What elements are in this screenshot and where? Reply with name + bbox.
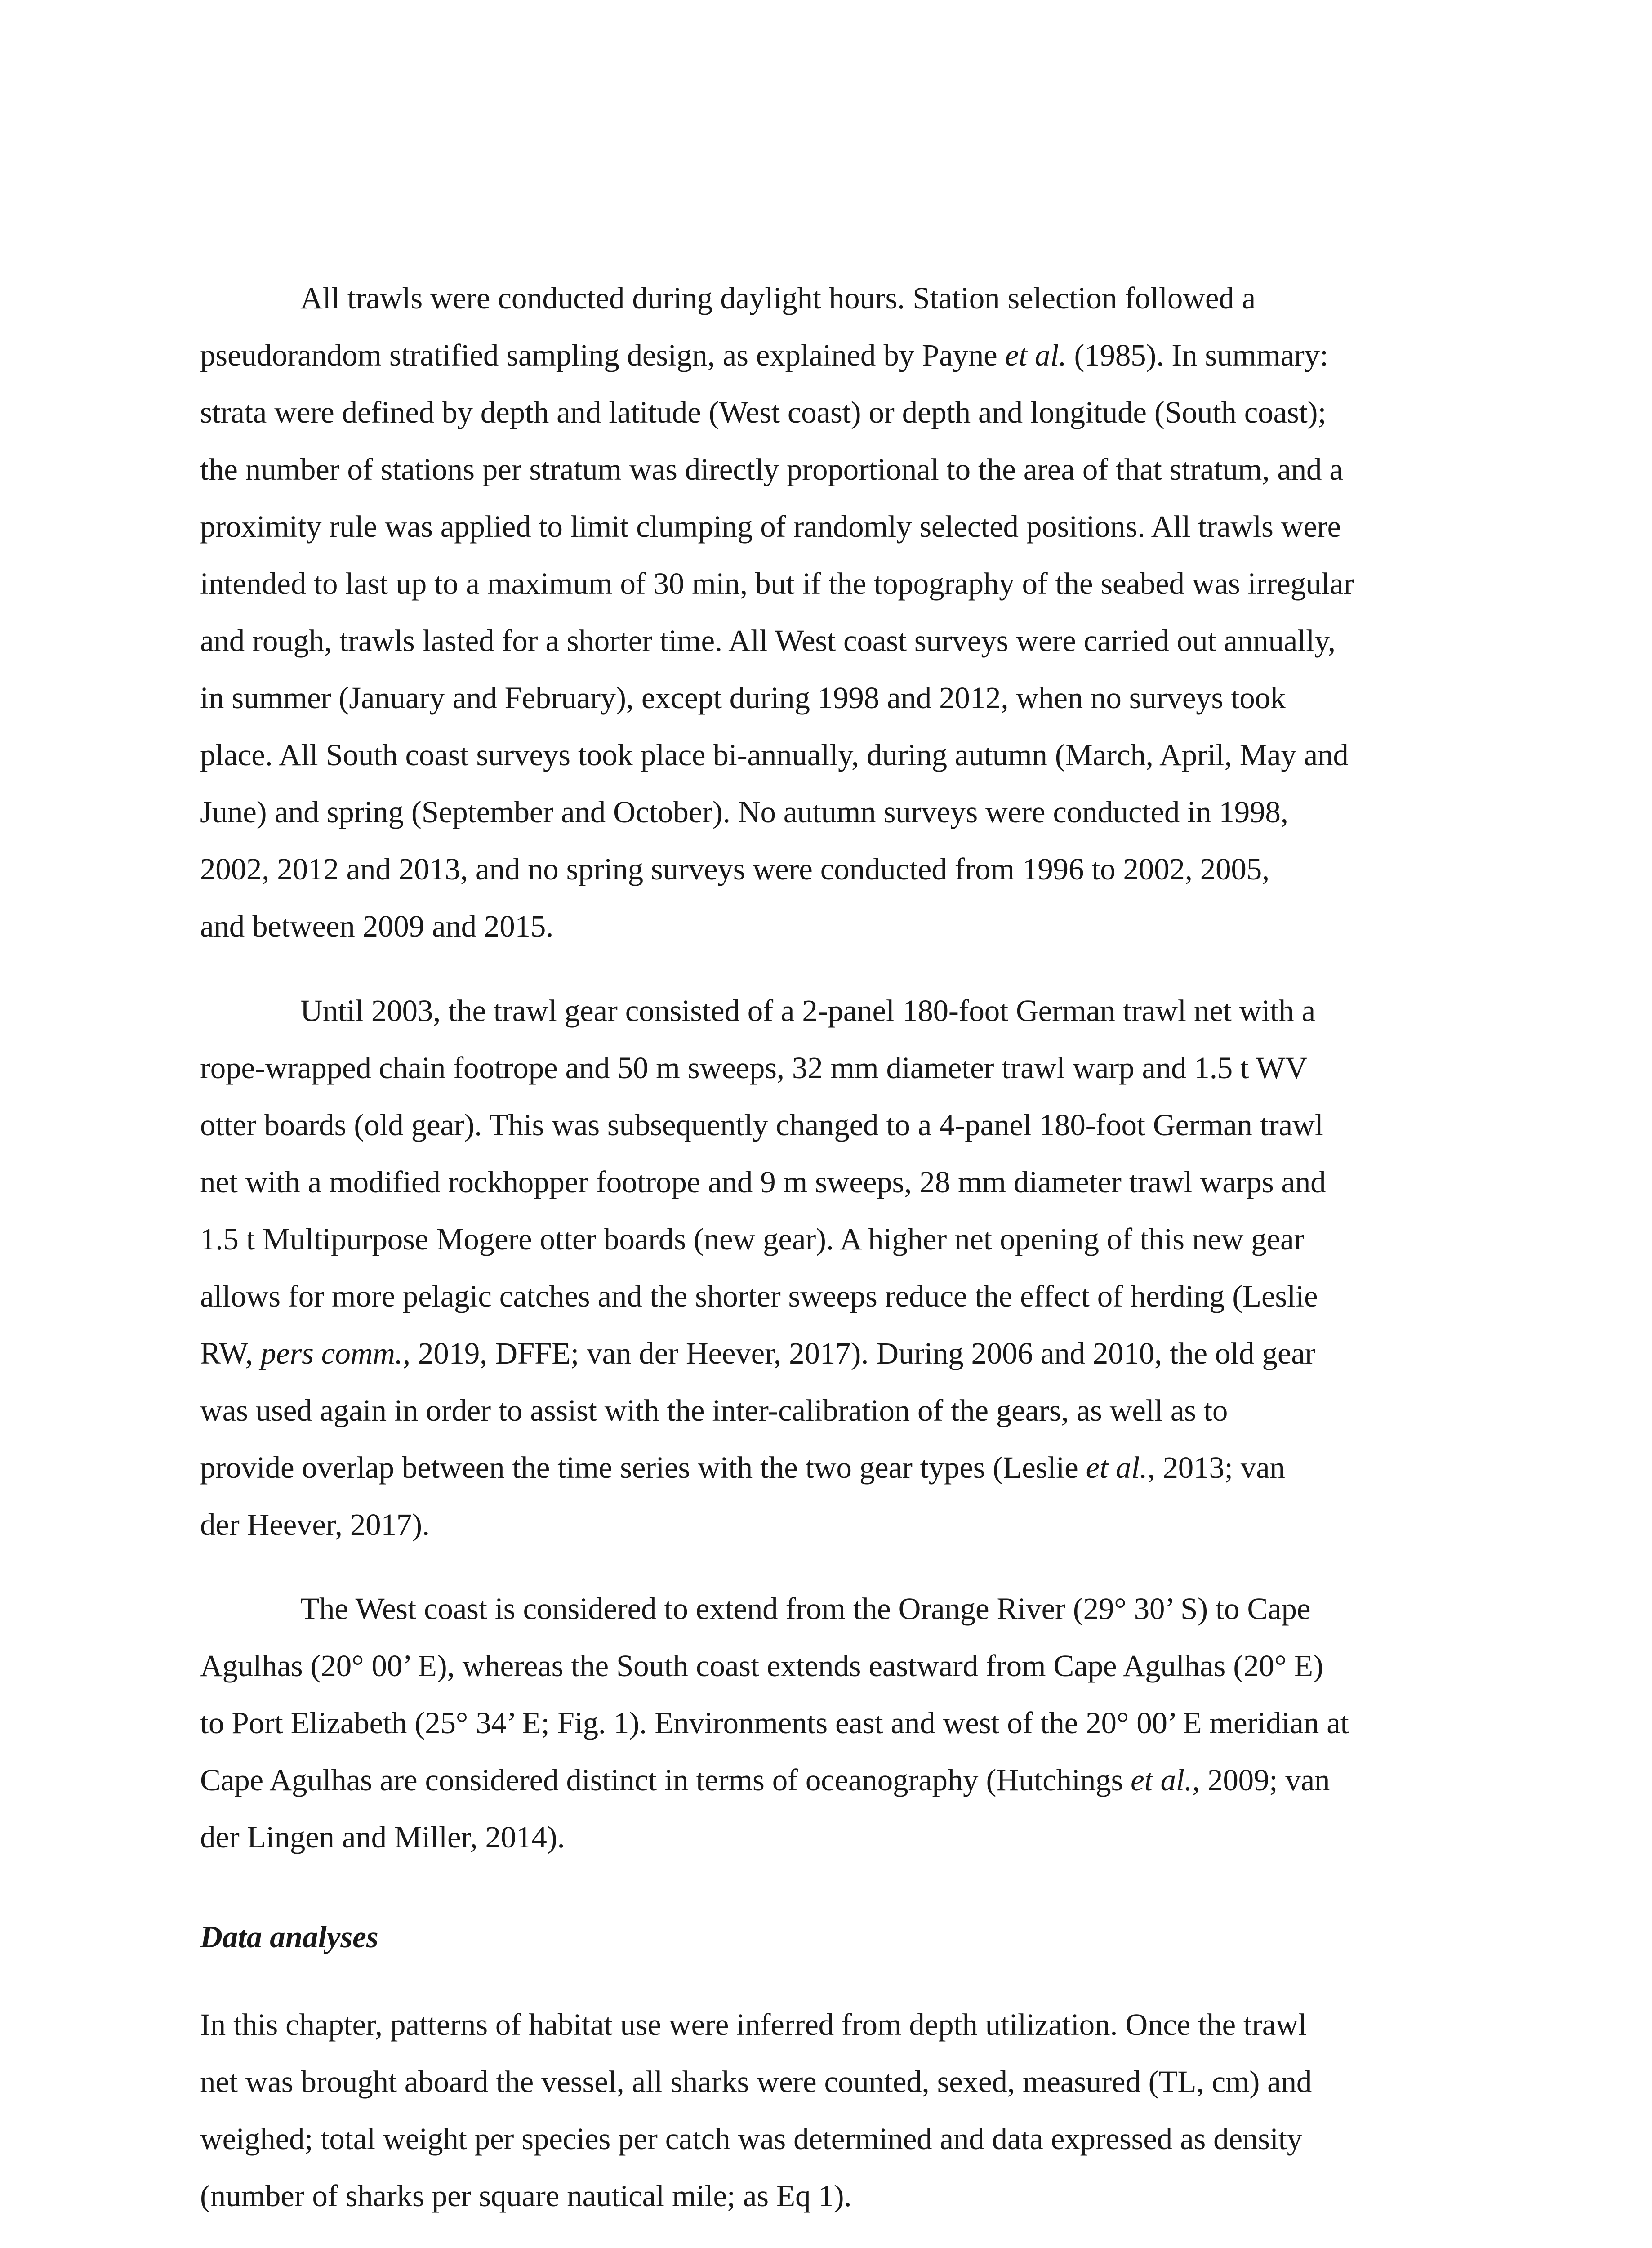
text-line: to Port Elizabeth (25° 34’ E; Fig. 1). Environments east and west of the 20° 00’ E meridian at (200, 1706, 1349, 1740)
text-line: June) and spring (September and October). No autumn surveys were conducted in 1998, (200, 795, 1288, 829)
text-line: net was brought aboard the vessel, all sharks were counted, sexed, measured (TL, cm) and (200, 2065, 1312, 2099)
text-line: Until 2003, the trawl gear consisted of a 2-panel 180-foot German trawl net with a (300, 994, 1316, 1028)
text-line: der Heever, 2017). (200, 1508, 430, 1542)
text-line: provide overlap between the time series with the two gear types (Leslie et al., 2013; van (200, 1450, 1285, 1485)
paragraph-1 (200, 270, 1459, 955)
text-line: intended to last up to a maximum of 30 min, but if the topography of the seabed was irregular (200, 566, 1354, 601)
text-line: 2002, 2012 and 2013, and no spring surveys were conducted from 1996 to 2002, 2005, (200, 852, 1270, 886)
text-line: weighed; total weight per species per catch was determined and data expressed as density (200, 2122, 1303, 2156)
paragraph-4 (200, 1996, 1459, 2225)
text-line: (number of sharks per square nautical mile; as Eq 1). (200, 2179, 852, 2213)
text-line: In this chapter, patterns of habitat use were inferred from depth utilization. Once the trawl (200, 2007, 1307, 2042)
text-line: der Lingen and Miller, 2014). (200, 1820, 565, 1854)
paragraph-2 (200, 982, 1459, 1553)
text-line: proximity rule was applied to limit clumping of randomly selected positions. All trawls were (200, 509, 1341, 544)
text-line: the number of stations per stratum was directly proportional to the area of that stratum, and a (200, 452, 1343, 486)
text-line: The West coast is considered to extend from the Orange River (29° 30’ S) to Cape (300, 1592, 1311, 1626)
text-line: allows for more pelagic catches and the shorter sweeps reduce the effect of herding (Leslie (200, 1279, 1318, 1313)
paragraph-3 (200, 1580, 1459, 1866)
text-line: Cape Agulhas are considered distinct in terms of oceanography (Hutchings et al., 2009; van (200, 1763, 1330, 1797)
text-line: Agulhas (20° 00’ E), whereas the South coast extends eastward from Cape Agulhas (20° E) (200, 1649, 1323, 1683)
text-line: All trawls were conducted during daylight hours. Station selection followed a (300, 281, 1256, 315)
text-line: otter boards (old gear). This was subsequently changed to a 4-panel 180-foot German trawl (200, 1108, 1323, 1142)
text-line: rope-wrapped chain footrope and 50 m sweeps, 32 mm diameter trawl warp and 1.5 t WV (200, 1051, 1308, 1085)
text-line: was used again in order to assist with the inter-calibration of the gears, as well as to (200, 1393, 1228, 1427)
section-heading: Data analyses (200, 1920, 378, 1954)
text-line: net with a modified rockhopper footrope and 9 m sweeps, 28 mm diameter trawl warps and (200, 1165, 1326, 1199)
text-line: RW, pers comm., 2019, DFFE; van der Heever, 2017). During 2006 and 2010, the old gear (200, 1336, 1315, 1370)
text-line: place. All South coast surveys took place bi-annually, during autumn (March, April, May and (200, 738, 1349, 772)
text-line: strata were defined by depth and latitude (West coast) or depth and longitude (South coast); (200, 395, 1327, 429)
text-line: and rough, trawls lasted for a shorter time. All West coast surveys were carried out annually, (200, 624, 1336, 658)
text-line: pseudorandom stratified sampling design, as explained by Payne et al. (1985). In summary: (200, 338, 1328, 372)
text-line: in summer (January and February), except during 1998 and 2012, when no surveys took (200, 681, 1286, 715)
text-line: and between 2009 and 2015. (200, 909, 554, 943)
text-line: 1.5 t Multipurpose Mogere otter boards (new gear). A higher net opening of this new gear (200, 1222, 1305, 1256)
